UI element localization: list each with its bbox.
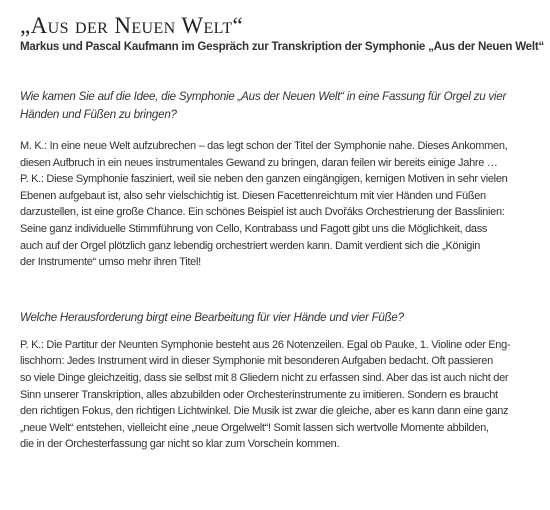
- answer-line: die in der Orchesterfassung gar nicht so klar zum Vorschein kommen.: [20, 438, 340, 451]
- answer-line: diesen Aufbruch in ein neues instrumentales Gewand zu bringen, daran feilen wir bereits einige Jahre …: [20, 156, 498, 169]
- question-line: Händen und Füßen zu bringen?: [20, 108, 177, 121]
- answer-line: den richtigen Fokus, den richtigen Lichtwinkel. Die Musik ist zwar die gleiche, aber es kann dann eine ganz: [20, 405, 509, 418]
- answer-line: Seine ganz individuelle Stimmführung von Cello, Kontrabass und Fagott gibt uns die Möglichkeit, dass: [20, 222, 488, 235]
- answer-line: M. K.: In eine neue Welt aufzubrechen – das legt schon der Titel der Symphonie nahe. Dieses Ankommen,: [20, 140, 508, 152]
- answer-line: der Instrumente“ umso mehr ihren Titel!: [20, 256, 201, 269]
- question-line: Wie kamen Sie auf die Idee, die Symphonie „Aus der Neuen Welt“ in eine Fassung für Orgel zu vier: [20, 90, 507, 103]
- answer-line: so viele Dinge gleichzeitig, dass sie selbst mit 8 Gliedern nicht zu erfassen sind. Aber das ist auch nicht der: [20, 371, 509, 384]
- answer-line: „neue Welt“ entstehen, vielleicht eine „neue Orgelwelt“! Somit lassen sich wertvolle Momente abbilden,: [20, 421, 489, 434]
- interview-answer-2: [20, 337, 534, 453]
- answer-line: darzustellen, ist eine große Chance. Ein schönes Beispiel ist auch Dvořáks Orchestrierung der Basslinien:: [20, 206, 505, 219]
- answer-line: auch auf der Orgel plötzlich ganz lebendig orchestriert werden kann. Damit verdient sich die „Königin: [20, 239, 481, 252]
- answer-line: Ebenen aufgebaut ist, also sehr vielschichtig ist. Diesen Facettenreichtum mit vier Händen und Füßen: [20, 189, 486, 202]
- page-subtitle: Markus und Pascal Kaufmann im Gespräch zur Transkription der Symphonie „Aus der Neuen Welt“: [20, 40, 545, 53]
- interview-answer-1: [20, 138, 534, 271]
- question-line: Welche Herausforderung birgt eine Bearbeitung für vier Hände und vier Füße?: [20, 310, 404, 324]
- answer-line: lischhorn: Jedes Instrument wird in dieser Symphonie mit besonderen Aufgaben bedacht. Oft passieren: [20, 355, 493, 368]
- interview-question-2: [20, 309, 534, 327]
- answer-line: Sinn unserer Transkription, alles abzubilden oder Orchesterinstrumente zu imitieren. Sondern es braucht: [20, 388, 498, 401]
- page-title: „Aus der Neuen Welt“: [20, 13, 244, 38]
- answer-line: P. K.: Diese Symphonie fasziniert, weil sie neben den ganzen eingängigen, kernigen Motiven in sehr vielen: [20, 173, 508, 186]
- interview-question-1: [20, 88, 534, 124]
- answer-line: P. K.: Die Partitur der Neunten Symphonie besteht aus 26 Notenzeilen. Egal ob Pauke, 1. Violine oder Eng-: [20, 338, 511, 351]
